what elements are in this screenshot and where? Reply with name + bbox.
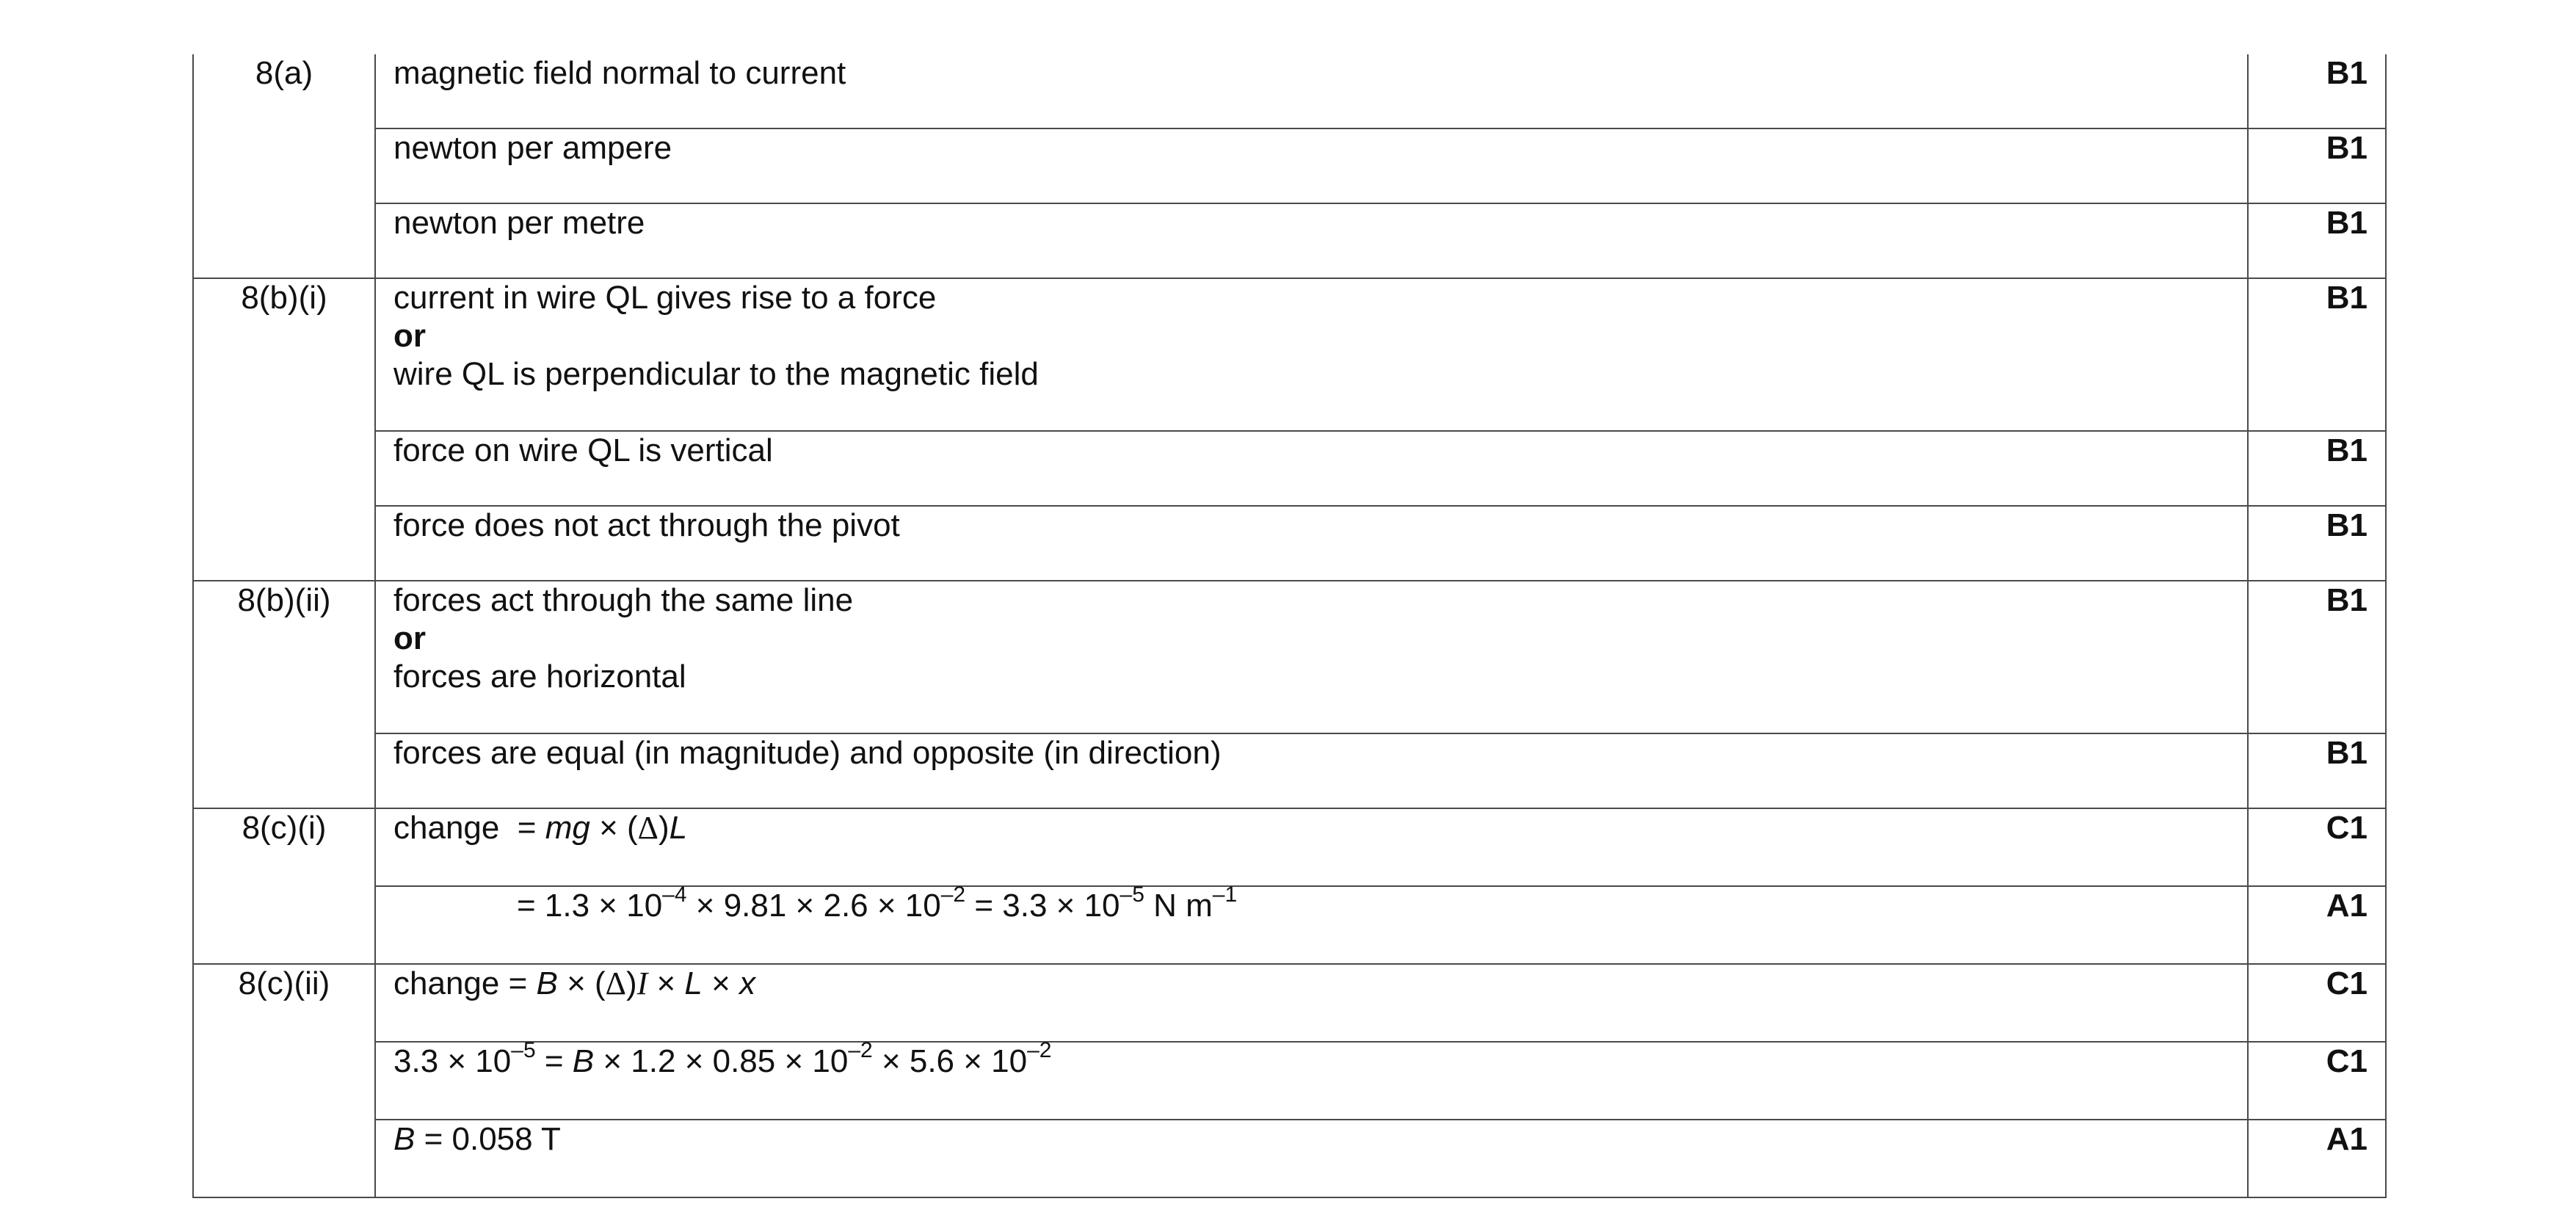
table-row [193, 203, 2386, 278]
answer-cell: newton per metre [375, 203, 2248, 278]
mark-cell: B1 [2248, 581, 2386, 733]
answer-cell: change = mg × (Δ)L [375, 808, 2248, 886]
table-row [193, 54, 2386, 128]
answer-cell: forces are equal (in magnitude) and opposite (in direction) [375, 733, 2248, 808]
mark-cell: A1 [2248, 886, 2386, 964]
table-row [193, 581, 2386, 733]
answer-cell [375, 278, 2248, 431]
table-row [193, 1042, 2386, 1120]
mark-cell: B1 [2248, 128, 2386, 203]
answer-cell [375, 581, 2248, 733]
mark-cell: A1 [2248, 1120, 2386, 1197]
table-row [193, 964, 2386, 1042]
answer-cell: $3.3 \times 10^{-5} = B \times 1.2 \times 0.85 \times 10^{-2} \times 5.6 \times 10^{-2}$ [375, 1042, 2248, 1120]
question-number: 8(c)(ii) [193, 964, 375, 1197]
answer-cell: force does not act through the pivot [375, 506, 2248, 581]
answer-cell: newton per ampere [375, 128, 2248, 203]
answer-cell: = $1.3 \times 10^{-4} \times 9.81 \times 2.6 \times 10^{-2} = 3.3 \times 10^{-5}$ N $m^{-1}$ [375, 886, 2248, 964]
mark-cell: C1 [2248, 808, 2386, 886]
answer-cell: magnetic field normal to current [375, 54, 2248, 128]
table-row [193, 1120, 2386, 1197]
or-connector: or [393, 318, 426, 354]
answer-line: forces are horizontal [393, 659, 686, 695]
table-row [193, 808, 2386, 886]
mark-cell: B1 [2248, 54, 2386, 128]
mark-cell: B1 [2248, 278, 2386, 431]
table-row [193, 733, 2386, 808]
table-row [193, 886, 2386, 964]
question-number: 8(b)(ii) [193, 581, 375, 808]
question-number: 8(a) [193, 54, 375, 278]
mark-scheme [192, 54, 2385, 1198]
table-row [193, 128, 2386, 203]
question-number: 8(b)(i) [193, 278, 375, 581]
mark-cell: B1 [2248, 203, 2386, 278]
answer-line: current in wire QL gives rise to a force [393, 280, 937, 316]
answer-cell: B = 0.058 T [375, 1120, 2248, 1197]
table-row [193, 506, 2386, 581]
table-row [193, 278, 2386, 431]
mark-cell: C1 [2248, 964, 2386, 1042]
question-number: 8(c)(i) [193, 808, 375, 964]
mark-scheme-table [192, 54, 2387, 1198]
answer-cell: force on wire QL is vertical [375, 431, 2248, 506]
answer-cell: change = B × (Δ)I × L × x [375, 964, 2248, 1042]
or-connector: or [393, 620, 426, 656]
mark-cell: B1 [2248, 506, 2386, 581]
mark-cell: C1 [2248, 1042, 2386, 1120]
table-row [193, 431, 2386, 506]
answer-line: wire QL is perpendicular to the magnetic field [393, 356, 1039, 392]
mark-cell: B1 [2248, 733, 2386, 808]
answer-line: forces act through the same line [393, 582, 854, 618]
mark-cell: B1 [2248, 431, 2386, 506]
